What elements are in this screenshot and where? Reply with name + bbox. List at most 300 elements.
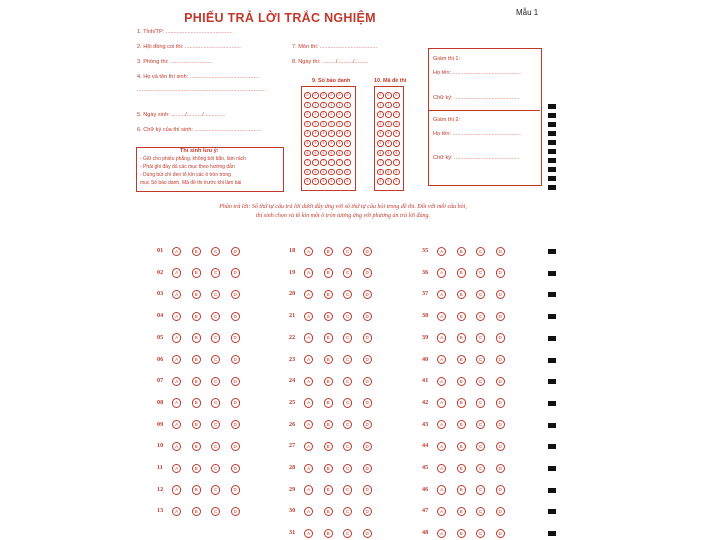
- answer-bubble-a[interactable]: A: [437, 247, 446, 256]
- field-exam-date[interactable]: 8. Ngày thi: ........./........../.........: [292, 59, 369, 65]
- answer-bubble-b[interactable]: B: [324, 529, 333, 538]
- digit-bubble[interactable]: 2: [320, 111, 327, 118]
- digit-bubble[interactable]: 9: [336, 178, 343, 185]
- answer-bubble-d[interactable]: D: [231, 442, 240, 451]
- answer-bubble-c[interactable]: C: [211, 420, 220, 429]
- digit-bubble[interactable]: 3: [328, 121, 335, 128]
- answer-bubble-c[interactable]: C: [211, 312, 220, 321]
- answer-bubble-a[interactable]: A: [304, 247, 313, 256]
- answer-bubble-a[interactable]: A: [304, 420, 313, 429]
- answer-bubble-a[interactable]: A: [172, 507, 181, 516]
- question-number: 40: [422, 355, 429, 363]
- answer-bubble-c[interactable]: C: [211, 290, 220, 299]
- answer-bubble-a[interactable]: A: [172, 312, 181, 321]
- answer-bubble-b[interactable]: B: [457, 420, 466, 429]
- answer-bubble-b[interactable]: B: [192, 442, 201, 451]
- digit-bubble[interactable]: 2: [385, 111, 392, 118]
- answer-bubble-b[interactable]: B: [457, 290, 466, 299]
- answer-bubble-c[interactable]: C: [476, 333, 485, 342]
- digit-bubble[interactable]: 2: [393, 111, 400, 118]
- answer-bubble-a[interactable]: A: [437, 290, 446, 299]
- digit-bubble[interactable]: 4: [320, 130, 327, 137]
- answer-bubble-b[interactable]: B: [457, 268, 466, 277]
- digit-bubble[interactable]: 6: [320, 150, 327, 157]
- answer-bubble-a[interactable]: A: [437, 355, 446, 364]
- answer-bubble-a[interactable]: A: [172, 420, 181, 429]
- answer-bubble-b[interactable]: B: [324, 268, 333, 277]
- answer-bubble-d[interactable]: D: [496, 442, 505, 451]
- digit-bubble[interactable]: 7: [312, 159, 319, 166]
- digit-bubble[interactable]: 4: [385, 130, 392, 137]
- field-subject[interactable]: 7. Môn thi: .....................................: [292, 44, 378, 50]
- answer-bubble-b[interactable]: B: [324, 398, 333, 407]
- field-exam-council[interactable]: 2. Hội đồng coi thi: ....................................: [137, 44, 241, 50]
- answer-bubble-c[interactable]: C: [476, 507, 485, 516]
- digit-bubble[interactable]: 1: [328, 102, 335, 109]
- timing-mark: [548, 140, 556, 145]
- digit-bubble[interactable]: 8: [336, 169, 343, 176]
- answer-bubble-d[interactable]: D: [496, 529, 505, 538]
- answer-bubble-c[interactable]: C: [343, 398, 352, 407]
- answer-bubble-d[interactable]: D: [363, 485, 372, 494]
- digit-bubble[interactable]: 3: [344, 121, 351, 128]
- digit-bubble[interactable]: 7: [393, 159, 400, 166]
- digit-bubble[interactable]: 4: [336, 130, 343, 137]
- answer-bubble-b[interactable]: B: [324, 355, 333, 364]
- answer-bubble-a[interactable]: A: [437, 442, 446, 451]
- digit-bubble[interactable]: 5: [377, 140, 384, 147]
- answer-bubble-c[interactable]: C: [211, 268, 220, 277]
- field-candidate-signature[interactable]: 6. Chữ ký của thí sinh: ...........................................: [137, 127, 262, 133]
- question-number: 31: [289, 529, 296, 537]
- digit-bubble[interactable]: 6: [393, 150, 400, 157]
- digit-bubble[interactable]: 0: [393, 92, 400, 99]
- digit-bubble[interactable]: 8: [320, 169, 327, 176]
- question-number: 23: [289, 355, 296, 363]
- answer-bubble-d[interactable]: D: [363, 442, 372, 451]
- answer-bubble-d[interactable]: D: [231, 420, 240, 429]
- answer-bubble-c[interactable]: C: [343, 507, 352, 516]
- answer-bubble-a[interactable]: A: [172, 442, 181, 451]
- digit-bubble[interactable]: 5: [393, 140, 400, 147]
- digit-bubble[interactable]: 0: [304, 92, 311, 99]
- answer-bubble-b[interactable]: B: [457, 312, 466, 321]
- field-candidate-name[interactable]: 4. Họ và tên thí sinh: .............................................: [137, 74, 260, 80]
- answer-bubble-a[interactable]: A: [437, 485, 446, 494]
- answer-bubble-d[interactable]: D: [363, 290, 372, 299]
- digit-bubble[interactable]: 3: [385, 121, 392, 128]
- answer-bubble-c[interactable]: C: [211, 333, 220, 342]
- answer-bubble-a[interactable]: A: [437, 529, 446, 538]
- answer-bubble-b[interactable]: B: [457, 398, 466, 407]
- answer-bubble-c[interactable]: C: [211, 398, 220, 407]
- question-number: 22: [289, 333, 296, 341]
- answer-bubble-a[interactable]: A: [172, 485, 181, 494]
- digit-bubble[interactable]: 0: [385, 92, 392, 99]
- answer-bubble-a[interactable]: A: [437, 420, 446, 429]
- answer-bubble-d[interactable]: D: [363, 507, 372, 516]
- answer-bubble-c[interactable]: C: [476, 464, 485, 473]
- digit-bubble[interactable]: 6: [304, 150, 311, 157]
- answer-bubble-d[interactable]: D: [363, 398, 372, 407]
- answer-bubble-d[interactable]: D: [231, 355, 240, 364]
- digit-bubble[interactable]: 3: [336, 121, 343, 128]
- digit-bubble[interactable]: 8: [377, 169, 384, 176]
- digit-bubble[interactable]: 0: [312, 92, 319, 99]
- answer-bubble-a[interactable]: A: [304, 333, 313, 342]
- digit-bubble[interactable]: 1: [377, 102, 384, 109]
- answer-bubble-d[interactable]: D: [231, 312, 240, 321]
- answer-bubble-a[interactable]: A: [437, 507, 446, 516]
- answer-bubble-d[interactable]: D: [363, 355, 372, 364]
- answer-bubble-b[interactable]: B: [457, 355, 466, 364]
- digit-bubble[interactable]: 1: [312, 102, 319, 109]
- answer-bubble-b[interactable]: B: [457, 377, 466, 386]
- answer-bubble-d[interactable]: D: [231, 268, 240, 277]
- answer-bubble-a[interactable]: A: [304, 507, 313, 516]
- answer-bubble-d[interactable]: D: [496, 333, 505, 342]
- timing-mark: [548, 401, 556, 406]
- digit-bubble[interactable]: 1: [336, 102, 343, 109]
- digit-bubble[interactable]: 5: [312, 140, 319, 147]
- examiner-divider: [428, 110, 540, 111]
- answer-bubble-c[interactable]: C: [476, 355, 485, 364]
- digit-bubble[interactable]: 6: [385, 150, 392, 157]
- digit-bubble[interactable]: 7: [344, 159, 351, 166]
- digit-bubble[interactable]: 9: [385, 178, 392, 185]
- answer-bubble-a[interactable]: A: [172, 464, 181, 473]
- answer-bubble-a[interactable]: A: [172, 398, 181, 407]
- digit-bubble[interactable]: 4: [304, 130, 311, 137]
- answer-bubble-a[interactable]: A: [437, 377, 446, 386]
- answer-bubble-b[interactable]: B: [324, 247, 333, 256]
- examiner1-name[interactable]: Họ tên: ............................................: [433, 70, 521, 76]
- digit-bubble[interactable]: 2: [304, 111, 311, 118]
- answer-bubble-b[interactable]: B: [192, 485, 201, 494]
- answer-bubble-a[interactable]: A: [172, 355, 181, 364]
- digit-bubble[interactable]: 1: [344, 102, 351, 109]
- digit-bubble[interactable]: 0: [328, 92, 335, 99]
- digit-bubble[interactable]: 0: [377, 92, 384, 99]
- answer-bubble-c[interactable]: C: [211, 507, 220, 516]
- answer-bubble-c[interactable]: C: [476, 442, 485, 451]
- answer-bubble-b[interactable]: B: [457, 442, 466, 451]
- timing-mark: [548, 358, 556, 363]
- digit-bubble[interactable]: 9: [312, 178, 319, 185]
- answer-bubble-d[interactable]: D: [496, 507, 505, 516]
- answer-bubble-b[interactable]: B: [324, 420, 333, 429]
- answer-bubble-b[interactable]: B: [324, 442, 333, 451]
- digit-bubble[interactable]: 4: [377, 130, 384, 137]
- digit-bubble[interactable]: 9: [304, 178, 311, 185]
- answer-bubble-b[interactable]: B: [192, 247, 201, 256]
- answer-bubble-c[interactable]: C: [476, 529, 485, 538]
- timing-mark: [548, 149, 556, 154]
- answer-bubble-a[interactable]: A: [437, 333, 446, 342]
- answer-bubble-c[interactable]: C: [211, 485, 220, 494]
- answer-bubble-d[interactable]: D: [363, 529, 372, 538]
- answer-bubble-a[interactable]: A: [172, 333, 181, 342]
- field-province[interactable]: 1. Tỉnh/TP: ...........................................: [137, 29, 233, 35]
- answer-bubble-c[interactable]: C: [343, 442, 352, 451]
- answer-bubble-a[interactable]: A: [304, 312, 313, 321]
- digit-bubble[interactable]: 1: [320, 102, 327, 109]
- answer-bubble-d[interactable]: D: [496, 247, 505, 256]
- answer-bubble-b[interactable]: B: [324, 464, 333, 473]
- answer-bubble-a[interactable]: A: [304, 442, 313, 451]
- digit-bubble[interactable]: 5: [328, 140, 335, 147]
- digit-bubble[interactable]: 3: [304, 121, 311, 128]
- question-number: 05: [157, 333, 164, 341]
- digit-bubble[interactable]: 5: [344, 140, 351, 147]
- digit-bubble[interactable]: 1: [385, 102, 392, 109]
- answer-bubble-d[interactable]: D: [363, 268, 372, 277]
- timing-mark: [548, 122, 556, 127]
- answer-bubble-a[interactable]: A: [172, 268, 181, 277]
- answer-bubble-c[interactable]: C: [476, 312, 485, 321]
- answer-bubble-a[interactable]: A: [437, 464, 446, 473]
- digit-bubble[interactable]: 5: [336, 140, 343, 147]
- answer-bubble-c[interactable]: C: [476, 290, 485, 299]
- digit-bubble[interactable]: 1: [304, 102, 311, 109]
- page-label: Mẫu 1: [516, 8, 539, 17]
- answer-bubble-b[interactable]: B: [457, 333, 466, 342]
- answer-bubble-d[interactable]: D: [363, 420, 372, 429]
- answer-bubble-c[interactable]: C: [343, 464, 352, 473]
- answer-bubble-a[interactable]: A: [172, 290, 181, 299]
- question-number: 43: [422, 420, 429, 428]
- digit-bubble[interactable]: 3: [377, 121, 384, 128]
- answer-bubble-b[interactable]: B: [192, 355, 201, 364]
- answer-bubble-d[interactable]: D: [231, 333, 240, 342]
- answer-bubble-a[interactable]: A: [304, 464, 313, 473]
- answer-bubble-d[interactable]: D: [496, 420, 505, 429]
- question-number: 11: [157, 464, 163, 471]
- digit-bubble[interactable]: 9: [328, 178, 335, 185]
- answer-bubble-c[interactable]: C: [476, 268, 485, 277]
- answer-bubble-a[interactable]: A: [304, 268, 313, 277]
- answer-bubble-c[interactable]: C: [211, 377, 220, 386]
- field-exam-room[interactable]: 3. Phòng thi: ...........................: [137, 59, 212, 65]
- digit-bubble[interactable]: 5: [385, 140, 392, 147]
- answer-bubble-c[interactable]: C: [343, 333, 352, 342]
- answer-bubble-b[interactable]: B: [324, 377, 333, 386]
- digit-bubble[interactable]: 2: [377, 111, 384, 118]
- digit-bubble[interactable]: 7: [328, 159, 335, 166]
- answer-bubble-b[interactable]: B: [192, 312, 201, 321]
- answer-bubble-d[interactable]: D: [231, 485, 240, 494]
- answer-bubble-b[interactable]: B: [457, 464, 466, 473]
- answer-bubble-b[interactable]: B: [192, 333, 201, 342]
- digit-bubble[interactable]: 0: [336, 92, 343, 99]
- answer-bubble-b[interactable]: B: [192, 268, 201, 277]
- answer-bubble-d[interactable]: D: [496, 398, 505, 407]
- digit-bubble[interactable]: 4: [393, 130, 400, 137]
- answer-bubble-d[interactable]: D: [496, 355, 505, 364]
- question-number: 21: [289, 312, 296, 320]
- answer-bubble-d[interactable]: D: [496, 485, 505, 494]
- answer-bubble-c[interactable]: C: [343, 355, 352, 364]
- digit-bubble[interactable]: 5: [320, 140, 327, 147]
- examiner1-signature[interactable]: Chữ ký: ..........................................: [433, 95, 520, 101]
- answer-bubble-d[interactable]: D: [231, 247, 240, 256]
- digit-bubble[interactable]: 5: [304, 140, 311, 147]
- digit-bubble[interactable]: 7: [385, 159, 392, 166]
- timing-mark: [548, 466, 556, 471]
- field-candidate-name-cont[interactable]: ...................................................................................: [137, 87, 266, 93]
- digit-bubble[interactable]: 3: [312, 121, 319, 128]
- answer-bubble-b[interactable]: B: [457, 529, 466, 538]
- answer-bubble-b[interactable]: B: [192, 290, 201, 299]
- examiner2-signature[interactable]: Chữ ký: ..........................................: [433, 155, 520, 161]
- answer-bubble-c[interactable]: C: [343, 529, 352, 538]
- answer-bubble-b[interactable]: B: [457, 507, 466, 516]
- digit-bubble[interactable]: 8: [312, 169, 319, 176]
- answer-bubble-b[interactable]: B: [457, 247, 466, 256]
- answer-bubble-d[interactable]: D: [496, 290, 505, 299]
- answer-bubble-b[interactable]: B: [192, 420, 201, 429]
- answer-bubble-c[interactable]: C: [343, 485, 352, 494]
- answer-bubble-c[interactable]: C: [476, 485, 485, 494]
- answer-bubble-c[interactable]: C: [476, 420, 485, 429]
- digit-bubble[interactable]: 4: [344, 130, 351, 137]
- answer-bubble-d[interactable]: D: [363, 464, 372, 473]
- examiner2-name[interactable]: Họ tên: ............................................: [433, 131, 521, 137]
- answer-bubble-d[interactable]: D: [231, 507, 240, 516]
- digit-bubble[interactable]: 6: [336, 150, 343, 157]
- answer-bubble-b[interactable]: B: [192, 464, 201, 473]
- digit-bubble[interactable]: 6: [312, 150, 319, 157]
- digit-bubble[interactable]: 2: [312, 111, 319, 118]
- answer-bubble-c[interactable]: C: [343, 312, 352, 321]
- digit-bubble[interactable]: 6: [328, 150, 335, 157]
- digit-bubble[interactable]: 7: [304, 159, 311, 166]
- answer-bubble-d[interactable]: D: [231, 377, 240, 386]
- digit-bubble[interactable]: 0: [320, 92, 327, 99]
- answer-bubble-a[interactable]: A: [304, 398, 313, 407]
- digit-bubble[interactable]: 3: [393, 121, 400, 128]
- digit-bubble[interactable]: 3: [320, 121, 327, 128]
- answer-bubble-b[interactable]: B: [324, 507, 333, 516]
- digit-bubble[interactable]: 6: [344, 150, 351, 157]
- answer-bubble-c[interactable]: C: [343, 247, 352, 256]
- answer-bubble-a[interactable]: A: [437, 268, 446, 277]
- digit-bubble[interactable]: 2: [328, 111, 335, 118]
- question-number: 03: [157, 290, 164, 298]
- answer-bubble-c[interactable]: C: [476, 398, 485, 407]
- answer-bubble-b[interactable]: B: [192, 377, 201, 386]
- digit-bubble[interactable]: 8: [393, 169, 400, 176]
- question-number: 25: [289, 398, 296, 406]
- digit-bubble[interactable]: 0: [344, 92, 351, 99]
- question-number: 46: [422, 485, 429, 493]
- question-number: 02: [157, 268, 164, 276]
- answer-bubble-b[interactable]: B: [324, 312, 333, 321]
- answer-bubble-a[interactable]: A: [304, 377, 313, 386]
- answer-bubble-a[interactable]: A: [172, 247, 181, 256]
- answer-bubble-d[interactable]: D: [496, 268, 505, 277]
- answer-bubble-b[interactable]: B: [324, 290, 333, 299]
- digit-bubble[interactable]: 8: [328, 169, 335, 176]
- answer-bubble-a[interactable]: A: [437, 398, 446, 407]
- answer-bubble-c[interactable]: C: [211, 355, 220, 364]
- question-number: 41: [422, 377, 429, 385]
- digit-bubble[interactable]: 8: [304, 169, 311, 176]
- digit-bubble[interactable]: 9: [320, 178, 327, 185]
- timing-mark: [548, 249, 556, 254]
- answer-bubble-b[interactable]: B: [324, 485, 333, 494]
- answer-bubble-d[interactable]: D: [363, 333, 372, 342]
- digit-bubble[interactable]: 4: [312, 130, 319, 137]
- digit-bubble[interactable]: 7: [377, 159, 384, 166]
- answer-bubble-c[interactable]: C: [211, 442, 220, 451]
- answer-bubble-d[interactable]: D: [231, 464, 240, 473]
- digit-bubble[interactable]: 1: [393, 102, 400, 109]
- answer-bubble-d[interactable]: D: [363, 377, 372, 386]
- field-birth-date[interactable]: 5. Ngày sinh: ........./........../..............: [137, 112, 226, 118]
- question-number: 19: [289, 268, 296, 276]
- examiner2-title: Giám thị 2:: [433, 117, 461, 123]
- timing-mark: [548, 379, 556, 384]
- timing-mark: [548, 113, 556, 118]
- answer-bubble-c[interactable]: C: [343, 268, 352, 277]
- answer-bubble-d[interactable]: D: [231, 398, 240, 407]
- digit-bubble[interactable]: 9: [344, 178, 351, 185]
- answer-bubble-c[interactable]: C: [343, 290, 352, 299]
- digit-bubble[interactable]: 6: [377, 150, 384, 157]
- answer-bubble-b[interactable]: B: [457, 485, 466, 494]
- answer-bubble-d[interactable]: D: [496, 464, 505, 473]
- answer-bubble-d[interactable]: D: [496, 312, 505, 321]
- answer-bubble-b[interactable]: B: [192, 398, 201, 407]
- digit-bubble[interactable]: 2: [336, 111, 343, 118]
- timing-mark: [548, 158, 556, 163]
- answer-bubble-d[interactable]: D: [363, 247, 372, 256]
- digit-bubble[interactable]: 7: [336, 159, 343, 166]
- digit-bubble[interactable]: 2: [344, 111, 351, 118]
- answer-bubble-c[interactable]: C: [211, 464, 220, 473]
- answer-bubble-a[interactable]: A: [437, 312, 446, 321]
- question-number: 24: [289, 377, 296, 385]
- question-number: 18: [289, 247, 296, 254]
- answer-bubble-a[interactable]: A: [304, 355, 313, 364]
- answer-bubble-c[interactable]: C: [476, 377, 485, 386]
- digit-bubble[interactable]: 7: [320, 159, 327, 166]
- answer-bubble-a[interactable]: A: [172, 377, 181, 386]
- answer-bubble-b[interactable]: B: [324, 333, 333, 342]
- answer-bubble-d[interactable]: D: [363, 312, 372, 321]
- answer-bubble-a[interactable]: A: [304, 290, 313, 299]
- digit-bubble[interactable]: 8: [344, 169, 351, 176]
- answer-bubble-d[interactable]: D: [496, 377, 505, 386]
- digit-bubble[interactable]: 4: [328, 130, 335, 137]
- answer-bubble-c[interactable]: C: [343, 377, 352, 386]
- answer-bubble-d[interactable]: D: [231, 290, 240, 299]
- timing-mark: [548, 104, 556, 109]
- answer-bubble-c[interactable]: C: [211, 247, 220, 256]
- question-number: 39: [422, 333, 429, 341]
- answer-bubble-c[interactable]: C: [343, 420, 352, 429]
- question-number: 01: [157, 247, 164, 254]
- question-number: 04: [157, 312, 164, 320]
- answer-bubble-c[interactable]: C: [476, 247, 485, 256]
- answer-bubble-b[interactable]: B: [192, 507, 201, 516]
- digit-bubble[interactable]: 8: [385, 169, 392, 176]
- answer-bubble-a[interactable]: A: [304, 529, 313, 538]
- digit-bubble[interactable]: 9: [393, 178, 400, 185]
- answer-bubble-a[interactable]: A: [304, 485, 313, 494]
- digit-bubble[interactable]: 9: [377, 178, 384, 185]
